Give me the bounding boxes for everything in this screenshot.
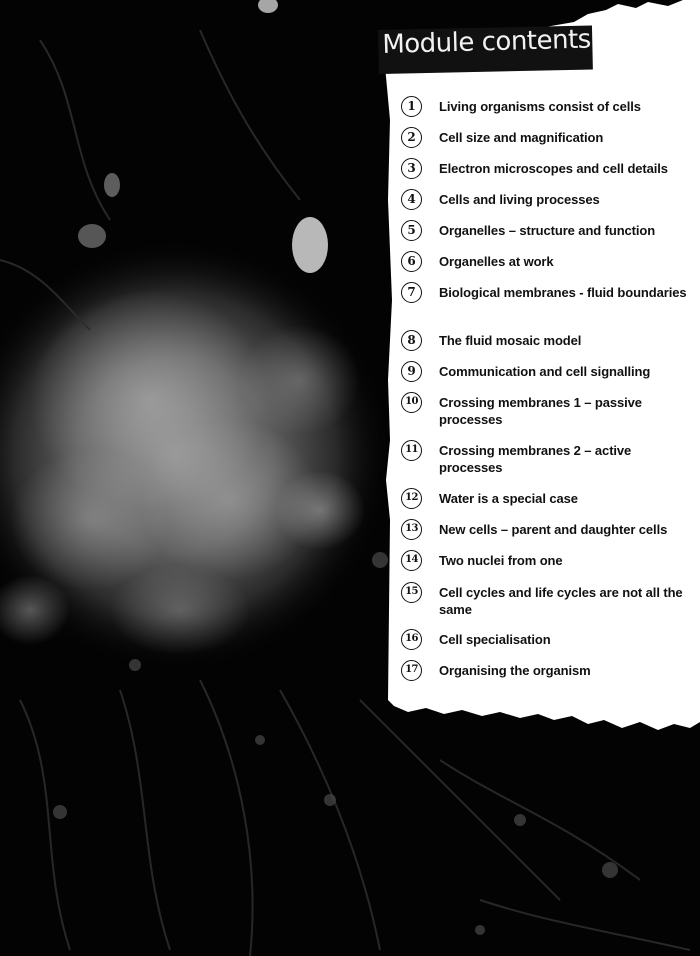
- item-title: Cell specialisation: [439, 632, 551, 647]
- item-title: Organelles – structure and function: [439, 223, 656, 238]
- item-number-badge: 2: [401, 127, 422, 148]
- item-number-badge: 3: [401, 158, 422, 179]
- item-title: Living organisms consist of cells: [439, 99, 641, 114]
- item-title: Two nuclei from one: [439, 553, 563, 568]
- item-title: The fluid mosaic model: [439, 333, 582, 348]
- item-title: Biological membranes - fluid boundaries: [439, 285, 687, 300]
- item-number-badge: 12: [401, 488, 422, 509]
- item-number-badge: 5: [401, 220, 422, 241]
- item-title: Cell size and magnification: [439, 130, 604, 145]
- item-number-badge: 7: [401, 282, 422, 303]
- item-title: Cell cycles and life cycles are not all the same: [439, 585, 683, 617]
- item-title: New cells – parent and daughter cells: [439, 522, 668, 537]
- item-title: Organelles at work: [439, 254, 554, 269]
- item-number-badge: 8: [401, 330, 422, 351]
- item-number-badge: 11: [401, 440, 422, 461]
- item-title: Water is a special case: [439, 491, 578, 506]
- item-title: Cells and living processes: [439, 192, 600, 207]
- page-title: Module contents: [382, 24, 592, 60]
- item-number-badge: 16: [401, 629, 422, 650]
- item-number-badge: 9: [401, 361, 422, 382]
- item-title: Organising the organism: [439, 663, 591, 678]
- item-number-badge: 15: [401, 582, 422, 603]
- item-title: Crossing membranes 1 – passive processes: [439, 395, 642, 427]
- item-number-badge: 10: [401, 392, 422, 413]
- item-title: Electron microscopes and cell details: [439, 161, 668, 176]
- item-number-badge: 1: [401, 96, 422, 117]
- item-title: Crossing membranes 2 – active processes: [439, 443, 632, 475]
- item-number-badge: 17: [401, 660, 422, 681]
- item-number-badge: 6: [401, 251, 422, 272]
- item-title: Communication and cell signalling: [439, 364, 651, 379]
- item-number-badge: 4: [401, 189, 422, 210]
- item-number-badge: 13: [401, 519, 422, 540]
- item-number-badge: 14: [401, 550, 422, 571]
